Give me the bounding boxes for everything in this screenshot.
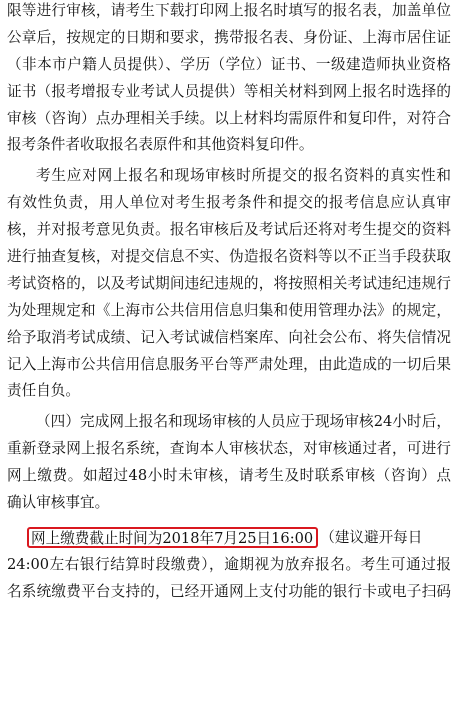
text-line: 责任自负。 — [7, 382, 80, 400]
text-line: 核，并对报考意见负责。报名审核后及考试后还将对考生提交的资料 — [7, 221, 451, 239]
text-line: 证书（报考增报专业考试人员提供）等相关材料到网上报名时选择的 — [7, 82, 451, 100]
paragraph-payment-deadline — [7, 525, 451, 606]
text-line: （四）完成网上报名和现场审核的人员应于现场审核24小时后， — [36, 413, 451, 431]
text-line: 给予取消考试成绩、记入考试诚信档案库、向社会公布、将失信情况 — [7, 328, 451, 346]
text-line: 记入上海市公共信用信息服务平台等严肃处理，由此造成的一切后果 — [7, 355, 451, 373]
text-line: 审核（咨询）点办理相关手续。以上材料均需原件和复印件，对符合 — [7, 109, 451, 127]
text-line: 网上缴费。如超过48小时未审核，请考生及时联系审核（咨询）点 — [7, 467, 451, 485]
text-line: 确认审核事宜。 — [7, 494, 110, 512]
text-line: 24:00左右银行结算时段缴费），逾期视为放弃报名。考生可通过报 — [7, 555, 451, 573]
text-line: 考试资格的，以及考试期间违纪违规的，将按照相关考试违纪违规行 — [7, 274, 451, 292]
paragraph-section-four — [7, 409, 451, 517]
text-line: （非本市户籍人员提供）、学历（学位）证书、一级建造师执业资格 — [7, 55, 451, 73]
text-line: 报考条件者收取报名表原件和其他资料复印件。 — [7, 136, 314, 154]
text-line — [7, 525, 451, 552]
paragraph-responsibility — [7, 163, 451, 405]
text-line: 重新登录网上报名系统，查询本人审核状态，对审核通过者，可进行 — [7, 440, 451, 458]
text-line: 公章后，按规定的日期和要求，携带报名表、身份证、上海市居住证 — [7, 28, 451, 46]
paragraph-materials — [7, 0, 451, 159]
text-line: 为处理规定和《上海市公共信用信息归集和使用管理办法》的规定， — [7, 301, 451, 319]
text-line: 名系统缴费平台支持的，已经开通网上支付功能的银行卡或电子扫码 — [7, 582, 451, 600]
text-line: 进行抽查复核，对提交信息不实、伪造报名资料等以不正当手段获取 — [7, 248, 451, 266]
text-fragment: （建议避开每日 — [320, 528, 423, 546]
text-line: 考生应对网上报名和现场审核时所提交的报名资料的真实性和 — [36, 167, 451, 185]
text-line: 有效性负责，用人单位对考生报考条件和提交的报考信息应认真审 — [7, 194, 451, 212]
text-line: 限等进行审核，请考生下载打印网上报名时填写的报名表，加盖单位 — [7, 2, 451, 19]
deadline-highlight-box: 网上缴费截止时间为2018年7月25日16:00 — [27, 527, 318, 548]
